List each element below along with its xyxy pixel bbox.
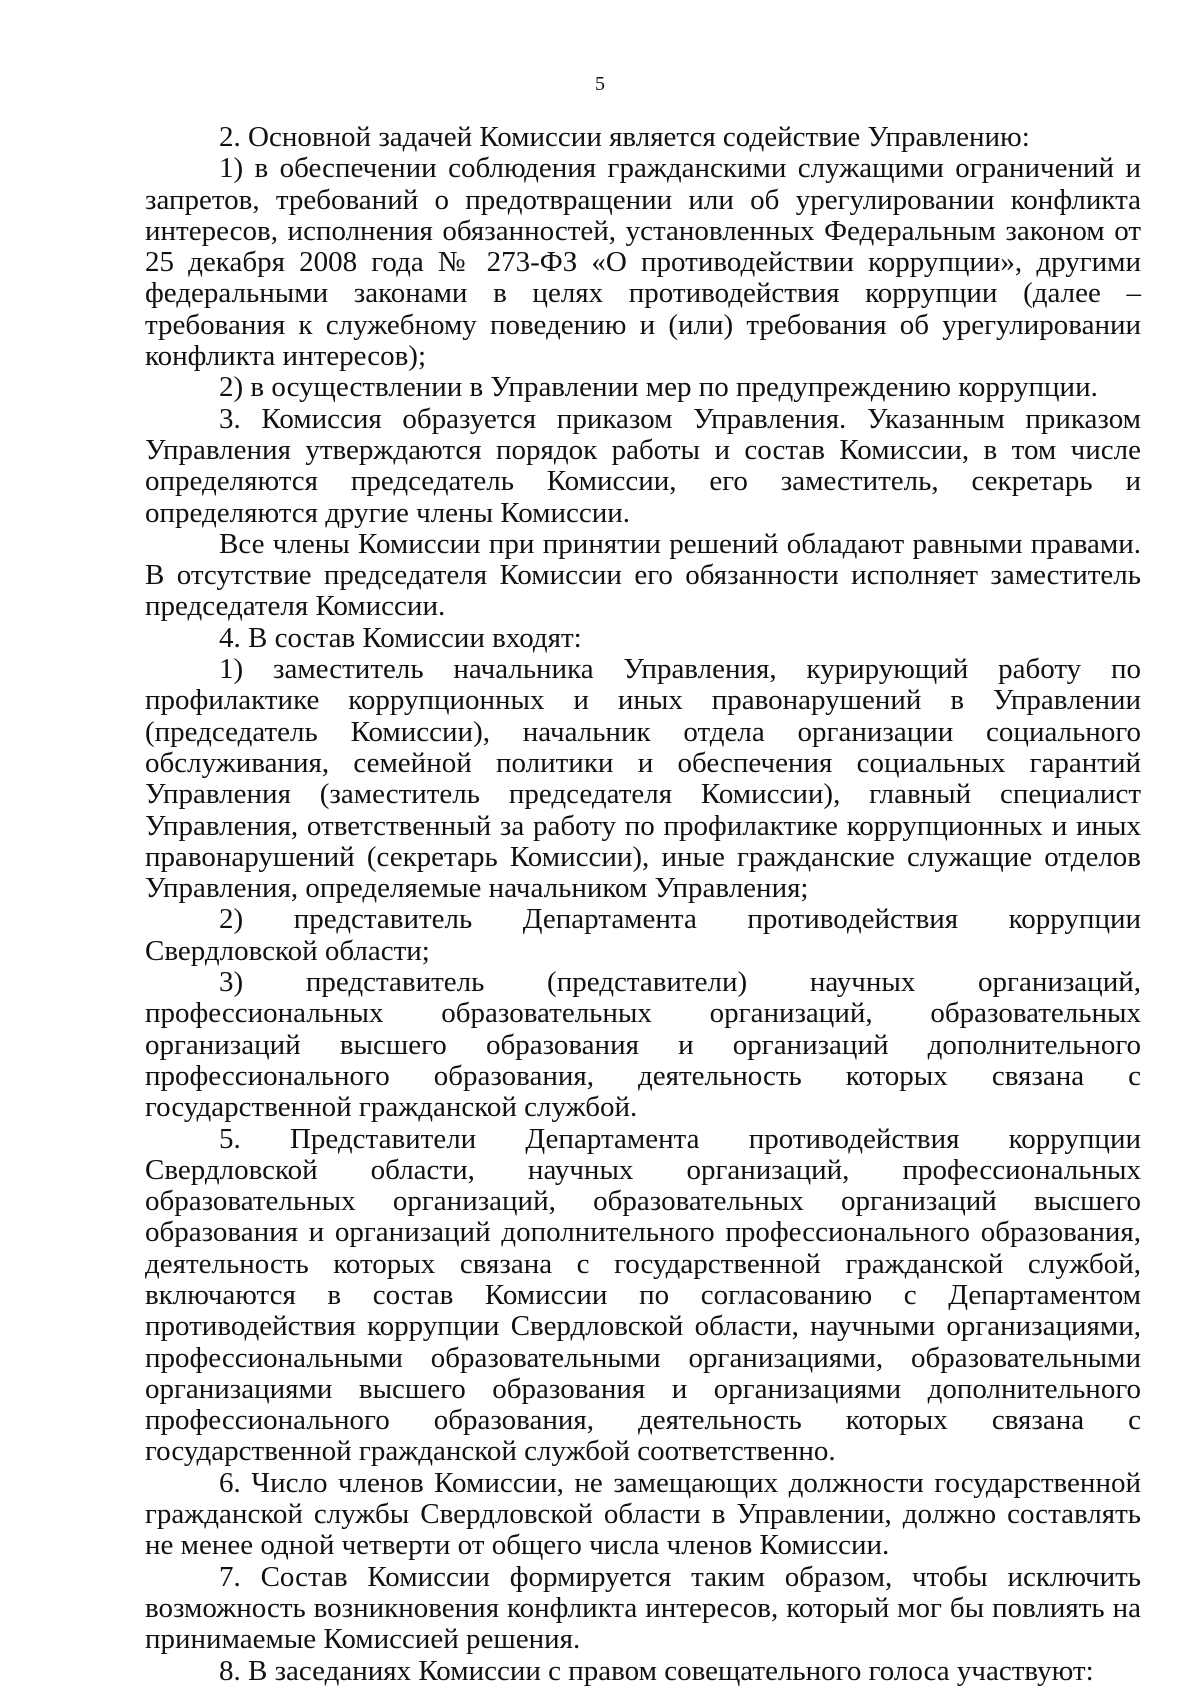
paragraph-4-composition: 4. В состав Комиссии входят: [219, 621, 582, 654]
paragraph-2-main-task: 2. Основной задачей Комиссии является содействие Управлению: [219, 121, 1030, 153]
paragraph-7-conflict-exclusion: 7. Состав Комиссии формируется таким образом, чтобы исключить возможность возникновения конфликта интересов, который мог бы повлиять на принимаемые Комиссией решения. [145, 1560, 1141, 1656]
document-body [145, 122, 1141, 1687]
paragraph-2-item-2: 2) в осуществлении в Управлении мер по предупреждению коррупции. [219, 371, 1098, 404]
paragraph-4-item-1: 1) заместитель начальника Управления, курирующий работу по профилактике коррупционных и иных правонарушений в Управлении (председатель Комиссии), начальник отдела организации социального обслуживания, семейной политики и обеспечения социальных гарантий Управления (заместитель председателя Комиссии), главный специалист Управления, ответственный за работу по профилактике коррупционных и иных правонарушений (секретарь Комиссии), иные гражданские служащие отделов Управления, определяемые начальником Управления; [145, 653, 1141, 905]
paragraph-8-advisory-participants: 8. В заседаниях Комиссии с правом совещательного голоса участвуют: [219, 1654, 1094, 1687]
paragraph-3-equal-rights: Все члены Комиссии при принятии решений обладают равными правами. В отсутствие председателя Комиссии его обязанности исполняет заместитель председателя Комиссии. [145, 527, 1141, 623]
paragraph-6-member-share: 6. Число членов Комиссии, не замещающих должности государственной гражданской службы Свердловской области в Управлении, должно составлять не менее одной четверти от общего числа членов Комиссии. [145, 1466, 1141, 1562]
page-number: 5 [595, 73, 605, 95]
paragraph-4-item-2: 2) представитель Департамента противодействия коррупции Свердловской области; [145, 903, 1141, 967]
paragraph-5-representatives: 5. Представители Департамента противодействия коррупции Свердловской области, научных организаций, профессиональных образовательных организаций, образовательных организаций высшего образования и организаций дополнительного профессионального образования, деятельность которых связана с государственной гражданской службой, включаются в состав Комиссии по согласованию с Департаментом противодействия коррупции Свердловской области, научными организациями, профессиональными образовательными организациями, образовательными организациями высшего образования и организациями дополнительного профессионального образования, деятельность которых связана с государственной гражданской службой соответственно. [145, 1122, 1141, 1468]
paragraph-4-item-3: 3) представитель (представители) научных организаций, профессиональных образовательных организаций, образовательных организаций высшего образования и организаций дополнительного профессионального образования, деятельность которых связана с государственной гражданской службой. [145, 966, 1141, 1124]
paragraph-2-item-1: 1) в обеспечении соблюдения гражданскими служащими ограничений и запретов, требований о предотвращении или об урегулировании конфликта интересов, исполнения обязанностей, установленных Федеральным законом от 25 декабря 2008 года № 273-ФЗ «О противодействии коррупции», другими федеральными законами в целях противодействия коррупции (далее – требования к служебному поведению и (или) требования об урегулировании конфликта интересов); [145, 152, 1141, 373]
paragraph-3-formation: 3. Комиссия образуется приказом Управления. Указанным приказом Управления утверждаются порядок работы и состав Комиссии, в том числе определяются председатель Комиссии, его заместитель, секретарь и определяются другие члены Комиссии. [145, 402, 1141, 529]
